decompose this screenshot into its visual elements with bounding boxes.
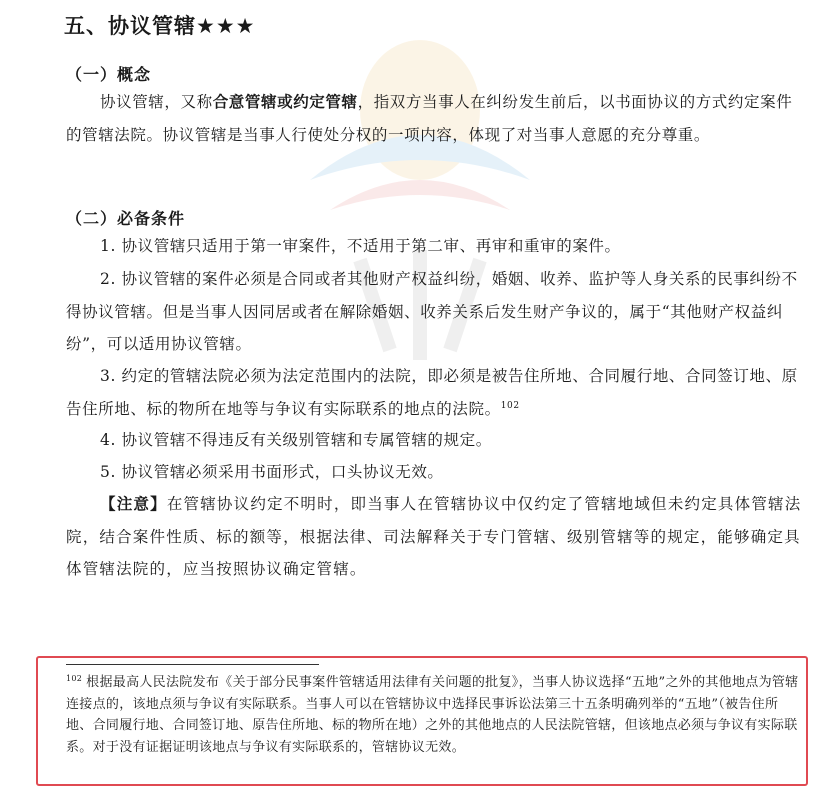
footnote-divider	[66, 664, 319, 665]
note-tag: 【注意】	[100, 495, 167, 513]
condition-item-2	[66, 263, 806, 361]
condition-item-4-text: 4. 协议管辖不得违反有关级别管辖和专属管辖的规定。	[100, 431, 492, 449]
footnote-body: 根据最高人民法院发布《关于部分民事案件管辖适用法律有关问题的批复》，当事人协议选择“五地”之外的其他地点为管辖连接点的，该地点须与争议有实际联系。当事人可以在管辖协议中选择民事诉讼法第三十五条明确列举的“五地”（被告住所地、合同履行地、合同签订地、原告住所地、标的物所在地）之外的其他地点的人民法院管辖，但该地点必须与争议有实际联系。对于没有证据证明该地点与争议有实际联系的，管辖协议无效。	[66, 675, 799, 755]
footnote-highlight-box	[36, 656, 808, 786]
section-heading: 五、协议管辖★★★	[64, 14, 256, 38]
subheading-concept: （一）概念	[66, 65, 152, 84]
condition-item-5-text: 5. 协议管辖必须采用书面形式，口头协议无效。	[100, 463, 444, 481]
condition-item-3-text: 3. 约定的管辖法院必须为法定范围内的法院，即必须是被告住所地、合同履行地、合同签订地、原告住所地、标的物所在地等与争议有实际联系的地点的法院。	[66, 367, 798, 418]
concept-bold-term: 合意管辖或约定管辖	[212, 93, 358, 111]
note-paragraph	[66, 488, 806, 586]
condition-item-4	[66, 424, 806, 457]
note-text: 在管辖协议约定不明时，即当事人在管辖协议中仅约定了管辖地域但未约定具体管辖法院，结合案件性质、标的额等，根据法律、司法解释关于专门管辖、级别管辖等的规定，能够确定具体管辖法院的，应当按照协议确定管辖。	[66, 495, 802, 578]
footnote-text	[66, 672, 801, 758]
subheading-conditions: （二）必备条件	[66, 209, 186, 228]
concept-text-a: 协议管辖，又称	[100, 93, 213, 111]
concept-text-b: ，指双方当事人在纠纷发生前后，以书面协议的方式约定案件的管辖法院。协议管辖是当事人行使处分权的一项内容，体现了对当事人意愿的充分尊重。	[66, 93, 793, 144]
concept-paragraph	[66, 86, 806, 151]
condition-item-5	[66, 456, 806, 489]
footnote-number: 102	[66, 673, 83, 683]
footnote-ref[interactable]: 102	[500, 400, 520, 411]
condition-item-1	[66, 230, 806, 263]
condition-item-3	[66, 360, 806, 425]
condition-item-1-text: 1. 协议管辖只适用于第一审案件，不适用于第二审、再审和重审的案件。	[100, 237, 621, 255]
condition-item-2-text: 2. 协议管辖的案件必须是合同或者其他财产权益纠纷，婚姻、收养、监护等人身关系的民事纠纷不得协议管辖。但是当事人因同居或者在解除婚姻、收养关系后发生财产争议的，属于“其他财产权益纠纷”，可以适用协议管辖。	[66, 270, 798, 353]
